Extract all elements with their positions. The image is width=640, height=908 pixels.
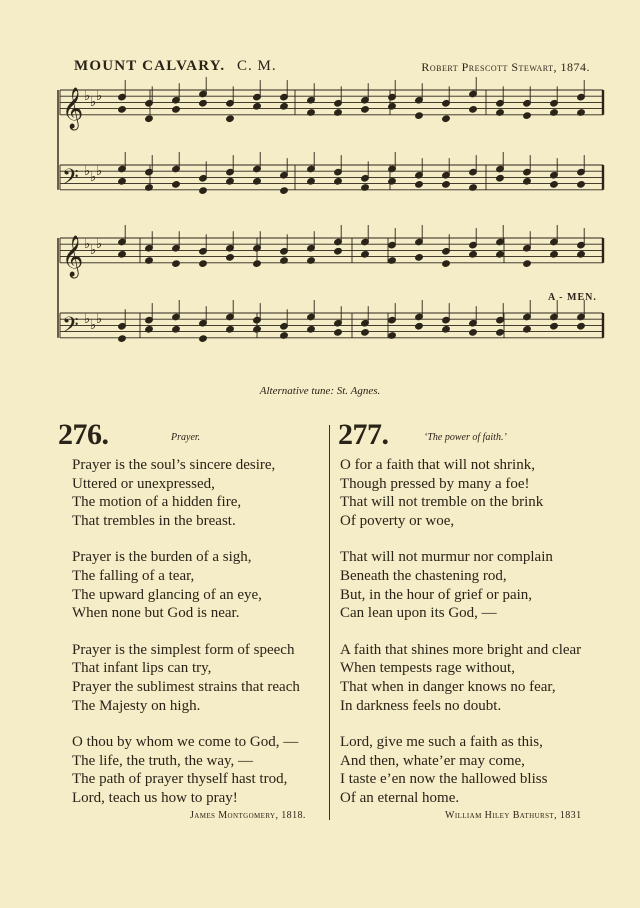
verse-line: Lord, teach us how to pray!	[72, 789, 238, 806]
verse-line: The path of prayer thyself hast trod,	[72, 771, 288, 788]
note-head	[550, 322, 559, 330]
treble-clef: 𝄞	[62, 87, 84, 129]
verse-line: The motion of a hidden fire,	[72, 494, 242, 511]
flat-sign: ♭	[90, 318, 97, 333]
verse-line: And then, whate’er may come,	[340, 752, 525, 769]
note-head	[280, 187, 289, 195]
note-head	[523, 260, 532, 268]
note-head	[118, 106, 127, 114]
note-head	[442, 181, 451, 189]
verse-line: Of poverty or woe,	[340, 512, 455, 529]
verse-line: Prayer the sublimest strains that reach	[72, 678, 300, 695]
verse-line: That when in danger knows no fear,	[340, 678, 556, 695]
hymn-text	[72, 456, 300, 826]
verse-line: I taste e’en now the hallowed bliss	[340, 771, 548, 788]
music-score	[0, 0, 640, 380]
verse-line: Prayer is the soul’s sincere desire,	[72, 457, 276, 473]
note-head	[199, 187, 208, 195]
stanza	[340, 641, 581, 715]
note-head	[226, 254, 235, 262]
verse-line: When none but God is near.	[72, 605, 240, 622]
note-head	[361, 329, 370, 337]
note-head	[172, 106, 181, 114]
verse-line: When tempests rage without,	[340, 660, 515, 677]
verse-line: That will not tremble on the brink	[340, 494, 544, 511]
note-head	[496, 174, 505, 182]
note-head	[226, 115, 235, 123]
note-head	[523, 112, 532, 120]
tune-name: MOUNT CALVARY.	[74, 58, 226, 74]
amen-label: A - MEN.	[548, 292, 597, 303]
note-head	[415, 112, 424, 120]
flat-sign: ♭	[96, 312, 103, 327]
note-head	[334, 247, 343, 255]
stanza	[340, 548, 581, 622]
note-head	[172, 260, 181, 268]
verse-line: O thou by whom we come to God, —	[72, 734, 299, 751]
author-credit: James Montgomery, 1818.	[190, 810, 306, 821]
verse-line: But, in the hour of grief or pain,	[340, 586, 533, 603]
note-head	[469, 329, 478, 337]
hymn-number: 276.	[58, 418, 109, 451]
flat-sign: ♭	[90, 170, 97, 185]
verse-line: The life, the truth, the way, —	[72, 752, 254, 769]
treble-clef: 𝄞	[62, 235, 84, 277]
flat-sign: ♭	[96, 89, 103, 104]
verse-line: Prayer is the simplest form of speech	[72, 641, 295, 658]
verse-line: Lord, give me such a faith as this,	[340, 734, 543, 751]
verse-line: A faith that shines more bright and clear	[340, 641, 582, 658]
verse-line: O for a faith that will not shrink,	[340, 457, 535, 473]
note-head	[172, 181, 181, 189]
tune-meter: C. M.	[237, 58, 277, 74]
note-head	[496, 329, 505, 337]
note-head	[199, 99, 208, 107]
composer-credit: Robert Prescott Stewart, 1874.	[421, 60, 590, 74]
author-credit: William Hiley Bathurst, 1831	[445, 810, 582, 821]
verse-line: Though pressed by many a foe!	[340, 475, 530, 492]
verse-line: The Majesty on high.	[72, 697, 201, 714]
stanza	[72, 733, 300, 807]
note-head	[145, 115, 154, 123]
verse-line: The upward glancing of an eye,	[72, 586, 262, 603]
note-head	[577, 322, 586, 330]
note-head	[442, 260, 451, 268]
flat-sign: ♭	[96, 164, 103, 179]
note-head	[118, 335, 127, 343]
flat-sign: ♭	[84, 237, 91, 252]
note-head	[415, 322, 424, 330]
note-head	[199, 335, 208, 343]
stanza	[340, 456, 581, 530]
note-head	[253, 260, 262, 268]
note-head	[550, 181, 559, 189]
alternative-tune-note: Alternative tune: St. Agnes.	[259, 385, 381, 397]
verse-line: The falling of a tear,	[72, 567, 195, 584]
hymn-text	[340, 456, 581, 826]
flat-sign: ♭	[90, 95, 97, 110]
note-head	[577, 181, 586, 189]
stanza	[72, 548, 300, 622]
flat-sign: ♭	[84, 312, 91, 327]
note-head	[361, 106, 370, 114]
verse-line: That infant lips can try,	[72, 660, 212, 677]
flat-sign: ♭	[84, 164, 91, 179]
note-head	[415, 181, 424, 189]
flat-sign: ♭	[96, 237, 103, 252]
note-head	[199, 260, 208, 268]
bass-clef: 𝄢	[62, 164, 79, 195]
verse-line: Prayer is the burden of a sigh,	[72, 549, 252, 566]
hymn-title: ‘The power of faith.’	[424, 432, 507, 443]
stanza	[72, 641, 300, 715]
verse-line: In darkness feels no doubt.	[340, 697, 502, 714]
note-head	[469, 106, 478, 114]
stanza	[72, 456, 300, 530]
flat-sign: ♭	[90, 243, 97, 258]
note-head	[442, 115, 451, 123]
column-divider	[329, 425, 330, 820]
verse-line: Of an eternal home.	[340, 789, 460, 806]
flat-sign: ♭	[84, 89, 91, 104]
verse-line: That trembles in the breast.	[72, 512, 236, 529]
verse-line: That will not murmur nor complain	[340, 549, 553, 566]
bass-clef: 𝄢	[62, 312, 79, 343]
note-head	[415, 254, 424, 262]
stanza	[340, 733, 581, 807]
hymn-number: 277.	[338, 418, 389, 451]
verse-line: Beneath the chastening rod,	[340, 567, 507, 584]
verse-line: Can lean upon its God, —	[340, 605, 497, 622]
note-head	[334, 329, 343, 337]
verse-line: Uttered or unexpressed,	[72, 475, 215, 492]
hymn-title: Prayer.	[171, 432, 201, 443]
